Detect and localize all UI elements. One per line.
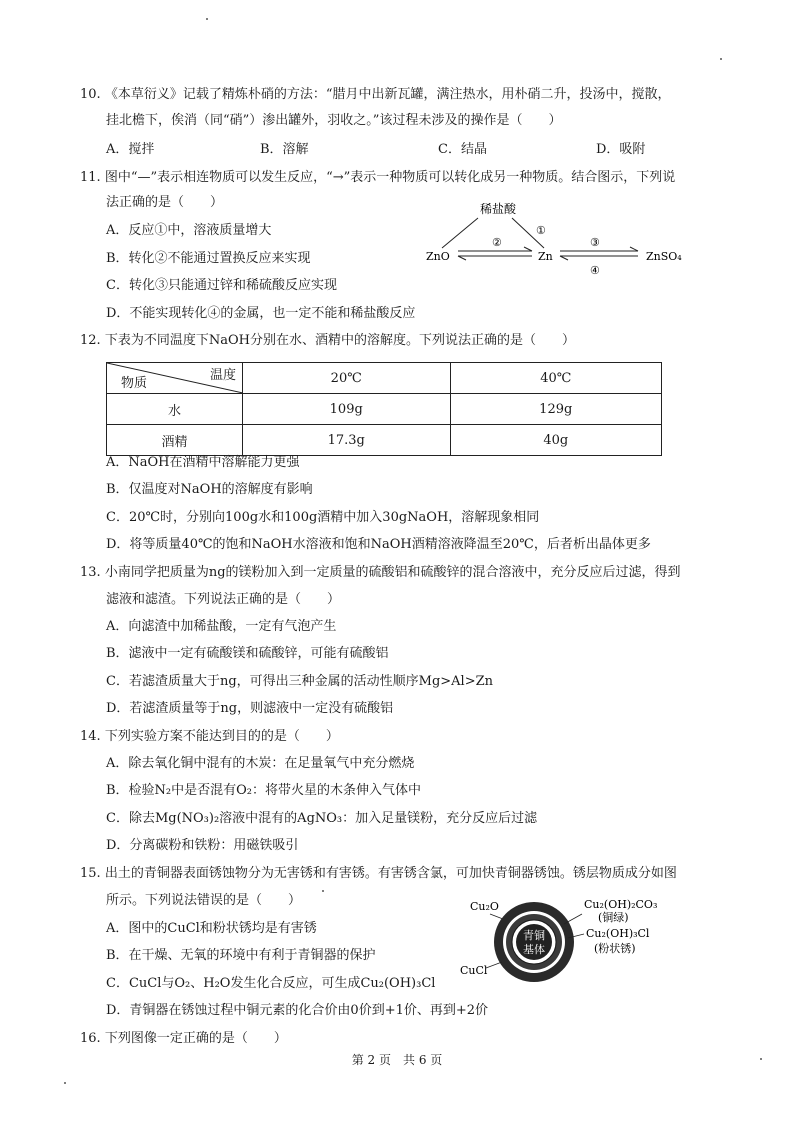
q13-option-a: A．向滤渣中加稀盐酸，一定有气泡产生 xyxy=(106,619,337,634)
question-number: 15. xyxy=(80,866,101,881)
col-header-40: 40℃ xyxy=(450,363,662,394)
corner-temperature: 温度 xyxy=(209,368,236,383)
diagram-zno: ZnO xyxy=(426,250,450,263)
label-copper-green-formula: Cu₂(OH)₂CO₃ xyxy=(584,898,658,911)
marker-3: ③ xyxy=(590,236,600,249)
q11-option-d: D．不能实现转化④的金属，也一定不能和稀盐酸反应 xyxy=(106,306,416,321)
scan-speck xyxy=(64,1082,66,1084)
label-cucl: CuCl xyxy=(460,964,488,977)
core-label-2: 基体 xyxy=(523,943,545,956)
q12-option-b: B．仅温度对NaOH的溶解度有影响 xyxy=(106,482,313,497)
marker-1: ① xyxy=(536,224,546,237)
label-copper-green: (铜绿) xyxy=(598,911,629,924)
label-cu2o: Cu₂O xyxy=(470,900,499,913)
core-label-1: 青铜 xyxy=(523,929,545,942)
diagram-zn: Zn xyxy=(538,250,553,263)
table-cell: 17.3g xyxy=(242,425,450,456)
q14-option-a: A．除去氧化铜中混有的木炭：在足量氧气中充分燃烧 xyxy=(106,756,415,771)
q15-line1: 15. 出土的青铜器表面锈蚀物分为无害锈和有害锈。有害锈含氯，可加快青铜器锈蚀。锈层物质成分如图 xyxy=(80,866,677,881)
q13-line2: 滤液和滤渣。下列说法正确的是（ ） xyxy=(106,592,341,607)
question-number: 14. xyxy=(80,729,101,744)
q12-stem: 12. 下表为不同温度下NaOH分别在水、酒精中的溶解度。下列说法正确的是（ ） xyxy=(80,333,575,348)
q13-option-d: D．若滤渣质量等于ng，则滤液中一定没有硫酸铝 xyxy=(106,701,394,716)
row-label: 酒精 xyxy=(107,425,243,456)
rust-layer-diagram xyxy=(456,894,696,994)
table-cell: 129g xyxy=(450,394,662,425)
q11-line2: 法正确的是（ ） xyxy=(106,195,224,210)
row-label: 水 xyxy=(107,394,243,425)
label-powder-rust: (粉状锈) xyxy=(594,942,636,955)
table-cell: 109g xyxy=(242,394,450,425)
label-powder-rust-formula: Cu₂(OH)₃Cl xyxy=(586,927,650,940)
q10-option-d: D．吸附 xyxy=(596,142,646,157)
q13-option-c: C．若滤渣质量大于ng，可得出三种金属的活动性顺序Mg>Al>Zn xyxy=(106,674,494,689)
table-corner-cell xyxy=(107,363,243,394)
solubility-table xyxy=(106,362,662,456)
question-number: 16. xyxy=(80,1031,101,1046)
col-header-20: 20℃ xyxy=(242,363,450,394)
q10-option-c: C．结晶 xyxy=(438,142,487,157)
q14-option-b: B．检验N₂中是否混有O₂：将带火星的木条伸入气体中 xyxy=(106,783,422,798)
diagram-acid: 稀盐酸 xyxy=(480,202,517,216)
scan-speck xyxy=(206,18,208,20)
scan-speck xyxy=(720,58,722,60)
q14-option-c: C．除去Mg(NO₃)₂溶液中混有的AgNO₃：加入足量镁粉，充分反应后过滤 xyxy=(106,811,538,826)
q15-line2: 所示。下列说法错误的是（ ） xyxy=(106,893,302,908)
q15-option-d: D．青铜器在锈蚀过程中铜元素的化合价由0价到+1价、再到+2价 xyxy=(106,1003,489,1018)
q10-option-a: A．搅拌 xyxy=(106,142,155,157)
diagram-znso4: ZnSO₄ xyxy=(646,250,682,263)
q11-option-a: A．反应①中，溶液质量增大 xyxy=(106,223,272,238)
question-number: 13. xyxy=(80,565,101,580)
corner-substance: 物质 xyxy=(121,376,148,391)
reaction-diagram xyxy=(420,196,690,288)
q15-option-c: C．CuCl与O₂、H₂O发生化合反应，可生成Cu₂(OH)₃Cl xyxy=(106,976,436,991)
q11-option-b: B．转化②不能通过置换反应来实现 xyxy=(106,251,311,266)
q13-option-b: B．滤液中一定有硫酸镁和硫酸锌，可能有硫酸铝 xyxy=(106,646,389,661)
scan-speck xyxy=(322,890,324,892)
q16-stem: 16. 下列图像一定正确的是（ ） xyxy=(80,1031,287,1046)
table-row xyxy=(107,394,662,425)
q11-option-c: C．转化③只能通过锌和稀硫酸反应实现 xyxy=(106,278,337,293)
q12-option-d: D．将等质量40℃的饱和NaOH水溶液和饱和NaOH酒精溶液降温至20℃，后者析出晶体更多 xyxy=(106,537,651,552)
q15-option-b: B．在干燥、无氧的环境中有利于青铜器的保护 xyxy=(106,948,376,963)
marker-4: ④ xyxy=(590,264,600,277)
table-cell: 40g xyxy=(450,425,662,456)
q13-line1: 13. 小南同学把质量为ng的镁粉加入到一定质量的硫酸铝和硫酸锌的混合溶液中，充分反应后过滤，得到 xyxy=(80,565,681,580)
q10-line2: 挂北檐下，俟消（同“硝”）渗出罐外，羽收之。”该过程未涉及的操作是（ ） xyxy=(106,113,562,128)
question-number: 10. xyxy=(80,87,101,102)
marker-2: ② xyxy=(492,236,502,249)
q14-stem: 14. 下列实验方案不能达到目的的是（ ） xyxy=(80,729,339,744)
page-footer: 第 2 页 共 6 页 xyxy=(351,1053,443,1067)
q14-option-d: D．分离碳粉和铁粉：用磁铁吸引 xyxy=(106,838,299,853)
table-row xyxy=(107,425,662,456)
q11-line1: 11. 图中“—”表示相连物质可以发生反应，“→”表示一种物质可以转化成另一种物质。结合图示，下列说 xyxy=(80,170,676,185)
q12-option-a: A．NaOH在酒精中溶解能力更强 xyxy=(106,455,300,470)
q10-line1: 10. 《本草衍义》记载了精炼朴硝的方法：“腊月中出新瓦罐，满注热水，用朴硝二升，投汤中，搅散， xyxy=(80,87,671,102)
q15-option-a: A．图中的CuCl和粉状锈均是有害锈 xyxy=(106,921,317,936)
q12-option-c: C．20℃时，分别向100g水和100g酒精中加入30gNaOH，溶解现象相同 xyxy=(106,510,540,525)
question-number: 12. xyxy=(80,333,101,348)
question-number: 11. xyxy=(80,170,101,185)
q10-option-b: B．溶解 xyxy=(260,142,309,157)
